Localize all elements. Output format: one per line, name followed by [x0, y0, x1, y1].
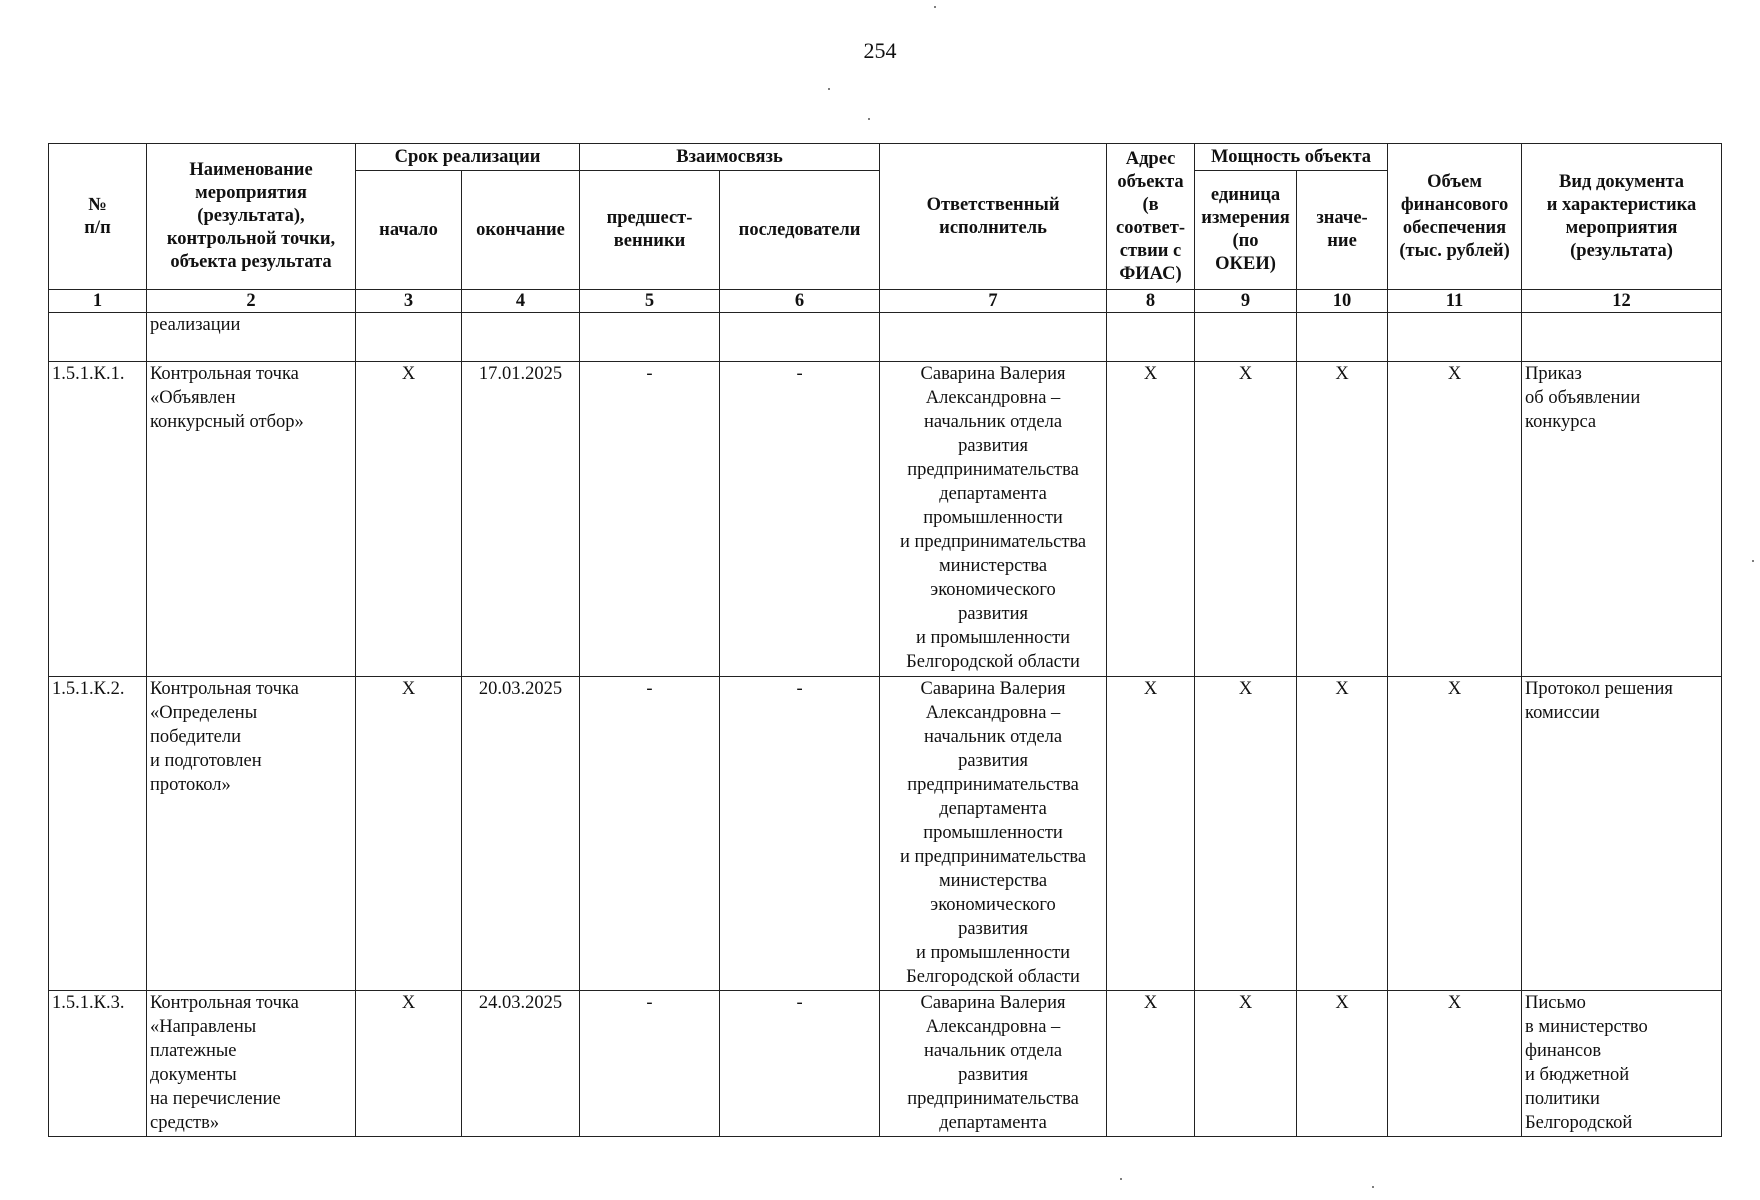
row-end: 24.03.2025 [462, 991, 580, 1137]
row-successors: - [720, 362, 880, 677]
scan-speck [868, 118, 870, 120]
table-row [49, 991, 1722, 1137]
continuation-text: реализации [147, 313, 356, 362]
scan-speck [934, 6, 936, 8]
row-finance: Х [1388, 362, 1522, 677]
row-number: 1.5.1.К.2. [49, 677, 147, 991]
column-number: 11 [1388, 290, 1522, 313]
row-number: 1.5.1.К.3. [49, 991, 147, 1137]
header-num: № п/п [49, 144, 147, 290]
row-number: 1.5.1.К.1. [49, 362, 147, 677]
column-number: 12 [1522, 290, 1722, 313]
column-number-row [49, 290, 1722, 313]
column-number: 5 [580, 290, 720, 313]
row-value: Х [1297, 991, 1388, 1137]
row-successors: - [720, 677, 880, 991]
column-number: 4 [462, 290, 580, 313]
header-name: Наименование мероприятия (результата), контрольной точки, объекта результата [147, 144, 356, 290]
row-name: Контрольная точка «Направлены платежные документы на перечисление средств» [147, 991, 356, 1137]
header-successors: последователи [720, 171, 880, 290]
header-start: начало [356, 171, 462, 290]
header-value: значе- ние [1297, 171, 1388, 290]
column-number: 10 [1297, 290, 1388, 313]
header-predecessors: предшест- венники [580, 171, 720, 290]
table-row [49, 362, 1722, 677]
row-start: Х [356, 991, 462, 1137]
row-address: Х [1107, 991, 1195, 1137]
row-finance: Х [1388, 677, 1522, 991]
column-number: 9 [1195, 290, 1297, 313]
column-number: 3 [356, 290, 462, 313]
column-number: 1 [49, 290, 147, 313]
header-responsible: Ответственный исполнитель [880, 144, 1107, 290]
header-finance: Объем финансового обеспечения (тыс. рублей) [1388, 144, 1522, 290]
row-address: Х [1107, 677, 1195, 991]
plan-table [48, 143, 1722, 1137]
header-unit: единица измерения (по ОКЕИ) [1195, 171, 1297, 290]
row-doc: Письмо в министерство финансов и бюджетной политики Белгородской [1522, 991, 1722, 1137]
row-unit: Х [1195, 677, 1297, 991]
header-address: Адрес объекта (в соответ- ствии с ФИАС) [1107, 144, 1195, 290]
scan-speck [828, 88, 830, 90]
row-name: Контрольная точка «Определены победители и подготовлен протокол» [147, 677, 356, 991]
header-doc: Вид документа и характеристика мероприятия (результата) [1522, 144, 1722, 290]
column-number: 6 [720, 290, 880, 313]
row-predecessors: - [580, 362, 720, 677]
row-doc: Протокол решения комиссии [1522, 677, 1722, 991]
row-start: Х [356, 677, 462, 991]
header-capacity-group: Мощность объекта [1195, 144, 1388, 171]
row-value: Х [1297, 362, 1388, 677]
row-unit: Х [1195, 362, 1297, 677]
header-relation-group: Взаимосвязь [580, 144, 880, 171]
row-end: 17.01.2025 [462, 362, 580, 677]
row-end: 20.03.2025 [462, 677, 580, 991]
row-successors: - [720, 991, 880, 1137]
row-address: Х [1107, 362, 1195, 677]
column-number: 8 [1107, 290, 1195, 313]
row-responsible: Саварина Валерия Александровна – начальник отдела развития предпринимательства департамента [880, 991, 1107, 1137]
row-value: Х [1297, 677, 1388, 991]
row-doc: Приказ об объявлении конкурса [1522, 362, 1722, 677]
row-finance: Х [1388, 991, 1522, 1137]
scan-speck [1120, 1178, 1122, 1180]
continuation-row [49, 313, 1722, 362]
row-predecessors: - [580, 677, 720, 991]
header-end: окончание [462, 171, 580, 290]
table-row [49, 677, 1722, 991]
row-name: Контрольная точка «Объявлен конкурсный отбор» [147, 362, 356, 677]
row-predecessors: - [580, 991, 720, 1137]
column-number: 2 [147, 290, 356, 313]
header-row-top [49, 144, 1722, 171]
row-responsible: Саварина Валерия Александровна – начальник отдела развития предпринимательства департамента промышленности и предпринимательства министерства экономического развития и промышленности Белгородской области [880, 677, 1107, 991]
scan-speck [1752, 560, 1754, 562]
row-responsible: Саварина Валерия Александровна – начальник отдела развития предпринимательства департамента промышленности и предпринимательства министерства экономического развития и промышленности Белгородской области [880, 362, 1107, 677]
row-start: Х [356, 362, 462, 677]
scan-speck [1372, 1186, 1374, 1188]
header-term-group: Срок реализации [356, 144, 580, 171]
column-number: 7 [880, 290, 1107, 313]
page-number: 254 [863, 38, 897, 63]
row-unit: Х [1195, 991, 1297, 1137]
